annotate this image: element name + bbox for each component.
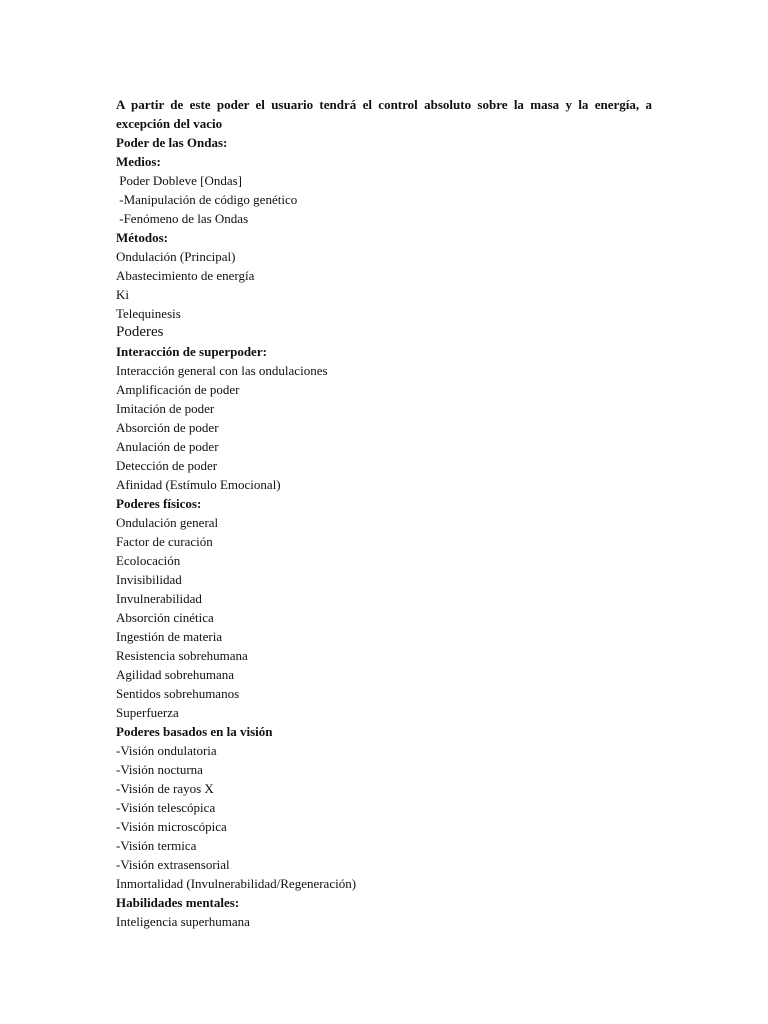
list-item: Absorción de poder [116,420,219,435]
list-item: -Manipulación de código genético [116,192,298,207]
list-item: -Visión telescópica [116,800,216,815]
list-item: Sentidos sobrehumanos [116,686,240,701]
list-item: Poder Dobleve [Ondas] [116,173,242,188]
document-page [116,95,652,931]
list-item: Detección de poder [116,458,218,473]
list-item: Invulnerabilidad [116,591,202,606]
list-item: Imitación de poder [116,401,215,416]
list-item: Agilidad sobrehumana [116,667,235,682]
list-item: Inteligencia superhumana [116,914,250,929]
heading-poderes-vision: Poderes basados en la visión [116,724,273,739]
list-item: -Visión microscópica [116,819,227,834]
heading-poder-ondas: Poder de las Ondas: [116,135,228,150]
list-item: Interacción general con las ondulaciones [116,363,328,378]
list-item: -Visión termica [116,838,197,853]
list-item: Factor de curación [116,534,213,549]
list-item: Superfuerza [116,705,179,720]
list-item: -Visión ondulatoria [116,743,217,758]
list-item: Invisibilidad [116,572,182,587]
list-item: Ecolocación [116,553,181,568]
list-item: -Visión extrasensorial [116,857,230,872]
list-item: Abastecimiento de energía [116,268,255,283]
heading-medios: Medios: [116,154,161,169]
list-item: Telequinesis [116,306,181,321]
section-title-poderes: Poderes [116,324,164,340]
heading-poderes-fisicos: Poderes físicos: [116,496,202,511]
list-item: Ondulación (Principal) [116,249,236,264]
list-item: Anulación de poder [116,439,219,454]
list-item: -Fenómeno de las Ondas [116,211,249,226]
list-item: Resistencia sobrehumana [116,648,248,663]
heading-habilidades-mentales: Habilidades mentales: [116,895,240,910]
list-item-inmortalidad: Inmortalidad (Invulnerabilidad/Regeneración) [116,876,357,891]
list-item: -Visión de rayos X [116,781,214,796]
list-item: Afinidad (Estímulo Emocional) [116,477,281,492]
list-item: Amplificación de poder [116,382,240,397]
list-item: Absorción cinética [116,610,214,625]
heading-metodos: Métodos: [116,230,168,245]
intro-paragraph: A partir de este poder el usuario tendrá el control absoluto sobre la masa y la energía, a excepción del vacio [116,97,652,131]
heading-interaccion: Interacción de superpoder: [116,344,267,359]
list-item: Ingestión de materia [116,629,223,644]
list-item: Ondulación general [116,515,219,530]
list-item: -Visión nocturna [116,762,203,777]
list-item: Ki [116,287,129,302]
